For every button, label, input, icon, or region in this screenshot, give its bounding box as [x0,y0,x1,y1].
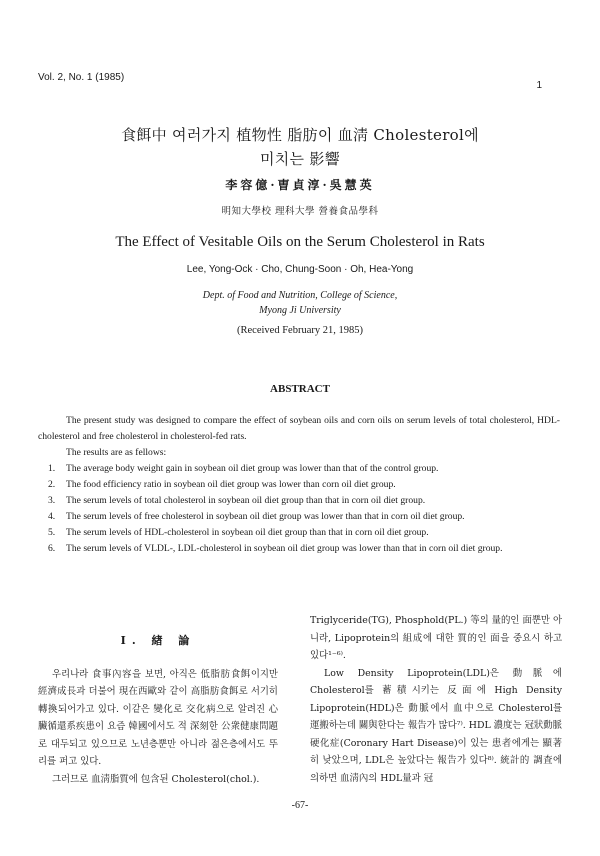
korean-title-line1: 食餌中 여러가지 植物性 脂肪이 血淸 Cholesterol에 [121,126,479,144]
result-item [38,525,560,541]
received-date: (Received February 21, 1985) [237,325,363,336]
section-title: Ⅰ. 緖 論 [120,634,196,647]
department [0,288,600,318]
result-text: The food efficiency ratio in soybean oil diet group was lower than corn oil diet group. [66,479,396,490]
result-text: The serum levels of VLDL-, LDL-cholesterol in soybean oil diet group was lower than that in corn oil diet group. [66,543,503,554]
result-item [38,493,560,509]
results-lead: The results are as fellows: [66,447,167,458]
page-number: 1 [536,80,542,91]
result-text: The serum levels of HDL-cholesterol in soybean oil diet group than that in corn oil diet group. [66,527,429,538]
body-paragraph: Triglyceride(TG), Phosphold(PL.) 等의 量的인 面뿐만 아니라, Lipoprotein의 組成에 대한 質的인 面을 중요시 하고 있다¹⁻⁶⁾. [310,615,562,661]
department-line2: Myong Ji University [259,305,341,316]
english-title: The Effect of Vesitable Oils on the Serum Cholesterol in Rats [115,234,485,250]
journal-volume: Vol. 2, No. 1 (1985) [38,72,125,83]
result-item [38,461,560,477]
result-item [38,477,560,493]
department-line1: Dept. of Food and Nutrition, College of Science, [202,290,398,301]
result-item [38,541,560,557]
abstract-body [38,413,560,557]
result-number: 5. [48,527,56,538]
abstract-heading: ABSTRACT [270,383,330,395]
result-number: 2. [48,479,56,490]
page-footer: -67- [291,800,309,811]
english-authors: Lee, Yong-Ock · Cho, Chung-Soon · Oh, Hea-Yong [186,264,414,275]
abstract-intro: The present study was designed to compare the effect of soybean oils and corn oils on serum levels of total cholesterol, HDL-cholesterol and free cholesterol in cholesterol-fed rats. [38,415,560,442]
korean-title-line2: 미치는 影響 [259,150,341,168]
result-number: 3. [48,495,56,506]
result-number: 1. [48,463,56,474]
result-item [38,509,560,525]
result-number: 4. [48,511,56,522]
korean-title [0,123,600,171]
result-text: The serum levels of total cholesterol in soybean oil diet group than that in corn oil diet group. [66,495,426,506]
result-text: The serum levels of free cholesterol in soybean oil diet group was lower than that in corn oil diet group. [66,511,465,522]
result-text: The average body weight gain in soybean oil diet group was lower than that of the control group. [66,463,439,474]
body-column-left [38,612,278,788]
korean-authors: 李容億·曺貞淳·吳慧英 [225,178,375,192]
body-paragraph: 우리나라 食事內容을 보면, 아직은 低脂肪食餌이지만 經濟成長과 더불어 現在西歐와 같이 高脂肪食餌로 서기히 轉換되어가고 있다. 이같은 變化로 交化病으로 알려진 心臟循還系疾患이 요즘 韓國에서도 적 深刻한 公衆健康問題로 대두되고 있으므로 노년층뿐만 아니라 젊은층에서도 뚜리를 퍼고 있다. [38,668,278,767]
body-paragraph: 그러므로 血淸脂質에 包含된 Cholesterol(chol.). [52,773,260,785]
body-column-right [310,612,562,787]
korean-affiliation: 明知大學校 理科大學 營養食品學科 [221,206,379,217]
results-list [38,461,560,557]
result-number: 6. [48,543,56,554]
body-paragraph: Low Density Lipoprotein(LDL)은 動脈에 Cholesterol를 蓄積시키는 反面에 High Density Lipoprotein(HDL)은 動脈에서 血中으로 Cholesterol를 運搬하는데 關與한다는 報告가 많다⁷⁾. HDL 濃度는 冠狀動脈硬化症(Coronary Hart Disease)이 있는 患者에게는 顯著히 낮았으며, LDL은 높았다는 報告가 있다⁸⁾. 統計的 調査에 의하면 血淸內의 HDL量과 冠 [310,667,562,784]
